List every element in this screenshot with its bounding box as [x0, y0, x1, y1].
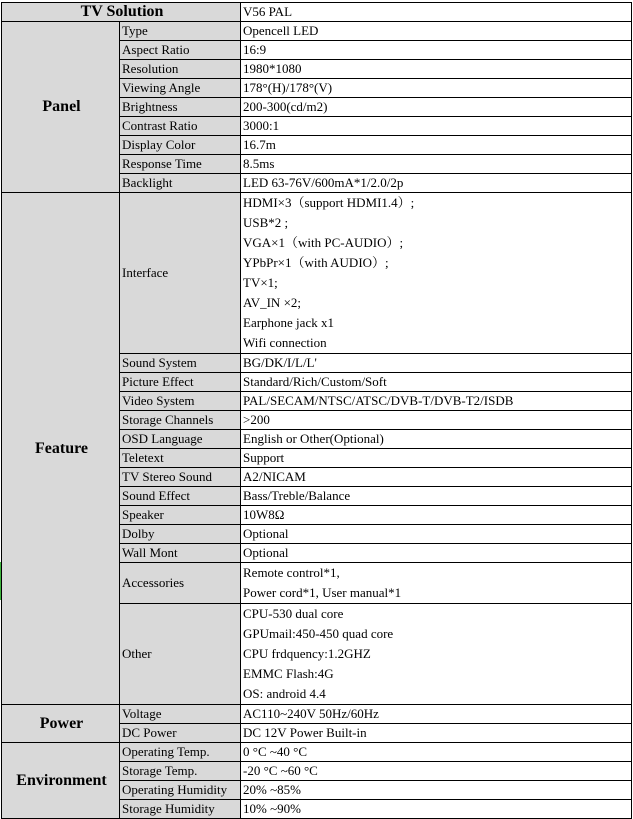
interface-line: AV_IN ×2; — [243, 295, 302, 310]
row-label: Operating Temp. — [120, 743, 241, 762]
row-label: Brightness — [120, 98, 241, 117]
row-label: Wall Mont — [120, 544, 241, 563]
row-value: LED 63-76V/600mA*1/2.0/2p — [241, 174, 632, 193]
interface-line: TV×1; — [243, 275, 278, 290]
table-row — [2, 705, 632, 724]
other-line: OS: android 4.4 — [243, 686, 326, 701]
row-value: 16:9 — [241, 41, 632, 60]
row-value: English or Other(Optional) — [241, 430, 632, 449]
row-label: Resolution — [120, 60, 241, 79]
row-value: Support — [241, 449, 632, 468]
row-label: Storage Humidity — [120, 800, 241, 819]
section-panel: Panel — [2, 22, 120, 193]
row-value: Opencell LED — [241, 22, 632, 41]
row-value: Standard/Rich/Custom/Soft — [241, 373, 632, 392]
row-label: TV Stereo Sound — [120, 468, 241, 487]
row-value: 8.5ms — [241, 155, 632, 174]
row-value: 3000:1 — [241, 117, 632, 136]
row-value: A2/NICAM — [241, 468, 632, 487]
row-label: DC Power — [120, 724, 241, 743]
row-label: Response Time — [120, 155, 241, 174]
row-value: 20% ~85% — [241, 781, 632, 800]
interface-line: Earphone jack x1 — [243, 315, 334, 330]
row-value-other — [241, 604, 632, 705]
section-environment: Environment — [2, 743, 120, 819]
title-row — [2, 3, 632, 22]
row-value: Optional — [241, 544, 632, 563]
table-row — [2, 22, 632, 41]
interface-line: VGA×1（with PC-AUDIO）; — [243, 235, 404, 250]
row-value: 178°(H)/178°(V) — [241, 79, 632, 98]
row-label: Dolby — [120, 525, 241, 544]
row-value: Bass/Treble/Balance — [241, 487, 632, 506]
row-value: -20 °C ~60 °C — [241, 762, 632, 781]
row-label: Display Color — [120, 136, 241, 155]
row-value: PAL/SECAM/NTSC/ATSC/DVB-T/DVB-T2/ISDB — [241, 392, 632, 411]
row-value-interface — [241, 193, 632, 354]
title-heading: TV Solution — [2, 3, 241, 22]
section-feature: Feature — [2, 193, 120, 705]
row-label: Operating Humidity — [120, 781, 241, 800]
row-value: BG/DK/I/L/L' — [241, 354, 632, 373]
table-row — [2, 193, 632, 354]
row-value: 200-300(cd/m2) — [241, 98, 632, 117]
row-label-accessories: Accessories — [120, 563, 241, 604]
row-label: Storage Temp. — [120, 762, 241, 781]
row-label: Storage Channels — [120, 411, 241, 430]
row-label: Picture Effect — [120, 373, 241, 392]
interface-line: USB*2 ; — [243, 215, 289, 230]
row-value: AC110~240V 50Hz/60Hz — [241, 705, 632, 724]
row-label: OSD Language — [120, 430, 241, 449]
row-value: 10W8Ω — [241, 506, 632, 525]
row-label: Sound System — [120, 354, 241, 373]
row-label-other: Other — [120, 604, 241, 705]
interface-line: HDMI×3（support HDMI1.4）; — [243, 195, 415, 210]
accessories-line: Power cord*1, User manual*1 — [243, 585, 402, 600]
row-value-accessories — [241, 563, 632, 604]
row-label: Viewing Angle — [120, 79, 241, 98]
row-label: Video System — [120, 392, 241, 411]
row-value: >200 — [241, 411, 632, 430]
row-label: Voltage — [120, 705, 241, 724]
row-label: Teletext — [120, 449, 241, 468]
row-value: 1980*1080 — [241, 60, 632, 79]
interface-line: YPbPr×1（with AUDIO）; — [243, 255, 389, 270]
row-label: Backlight — [120, 174, 241, 193]
other-line: CPU-530 dual core — [243, 606, 344, 621]
accessories-line: Remote control*1, — [243, 565, 340, 580]
row-value: Optional — [241, 525, 632, 544]
spec-table — [1, 2, 632, 819]
interface-line: Wifi connection — [243, 335, 327, 350]
other-line: CPU frdquency:1.2GHZ — [243, 646, 371, 661]
table-row — [2, 743, 632, 762]
row-value: DC 12V Power Built-in — [241, 724, 632, 743]
row-label: Speaker — [120, 506, 241, 525]
row-value: 10% ~90% — [241, 800, 632, 819]
row-label-interface: Interface — [120, 193, 241, 354]
row-label: Sound Effect — [120, 487, 241, 506]
row-label: Contrast Ratio — [120, 117, 241, 136]
row-label: Aspect Ratio — [120, 41, 241, 60]
row-value: 16.7m — [241, 136, 632, 155]
row-label: Type — [120, 22, 241, 41]
other-line: GPUmail:450-450 quad core — [243, 626, 394, 641]
row-value: 0 °C ~40 °C — [241, 743, 632, 762]
spec-sheet — [1, 2, 632, 819]
section-power: Power — [2, 705, 120, 743]
title-value: V56 PAL — [241, 3, 632, 22]
other-line: EMMC Flash:4G — [243, 666, 334, 681]
